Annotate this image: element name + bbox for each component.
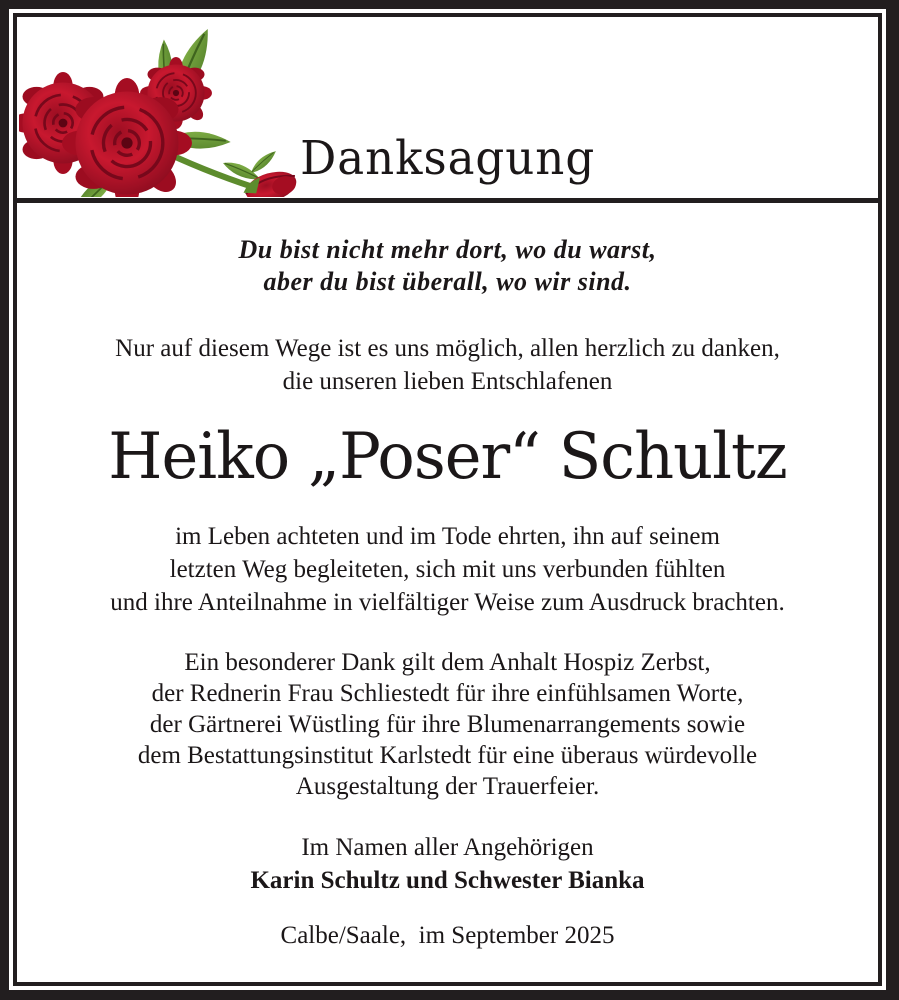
- special-thanks-text: [17, 647, 878, 802]
- thanks-line: der Gärtnerei Wüstling für ihre Blumenarrangements sowie: [149, 711, 746, 738]
- tribute-line: im Leben achteten und im Tode ehrten, ihn auf seinem: [175, 523, 720, 550]
- memorial-verse: [17, 234, 878, 298]
- page-title: Danksagung: [299, 131, 596, 186]
- thanks-line: Ausgestaltung der Trauerfeier.: [295, 773, 600, 800]
- intro-line: Nur auf diesem Wege ist es uns möglich, allen herzlich zu danken,: [115, 335, 780, 362]
- notice-header: [17, 17, 878, 203]
- roses-image: [19, 21, 311, 197]
- frame-inner-margin: [9, 9, 886, 990]
- verse-line: aber du bist überall, wo wir sind.: [263, 267, 632, 296]
- intro-line: die unseren lieben Entschlafenen: [282, 368, 613, 395]
- family-names: Karin Schultz und Schwester Bianka: [250, 867, 645, 894]
- verse-line: Du bist nicht mehr dort, wo du warst,: [238, 235, 657, 264]
- intro-text: [17, 332, 878, 398]
- notice-card: [13, 13, 882, 986]
- tribute-line: letzten Weg begleiteten, sich mit uns verbunden fühlten: [169, 556, 726, 583]
- tribute-line: und ihre Anteilnahme in vielfältiger Weise zum Ausdruck brachten.: [110, 589, 785, 616]
- closing-line: Im Namen aller Angehörigen: [301, 834, 594, 861]
- deceased-name: Heiko „Poser“ Schultz: [108, 420, 787, 494]
- closing-block: [17, 831, 878, 897]
- notice-body: [17, 203, 878, 982]
- place-and-date: Calbe/Saale, im September 2025: [280, 922, 615, 949]
- thanks-line: der Rednerin Frau Schliestedt für ihre einfühlsamen Worte,: [151, 680, 744, 707]
- tribute-text: [17, 520, 878, 619]
- thanks-line: dem Bestattungsinstitut Karlstedt für eine überaus würdevolle: [137, 742, 758, 769]
- thanks-line: Ein besonderer Dank gilt dem Anhalt Hospiz Zerbst,: [184, 649, 711, 676]
